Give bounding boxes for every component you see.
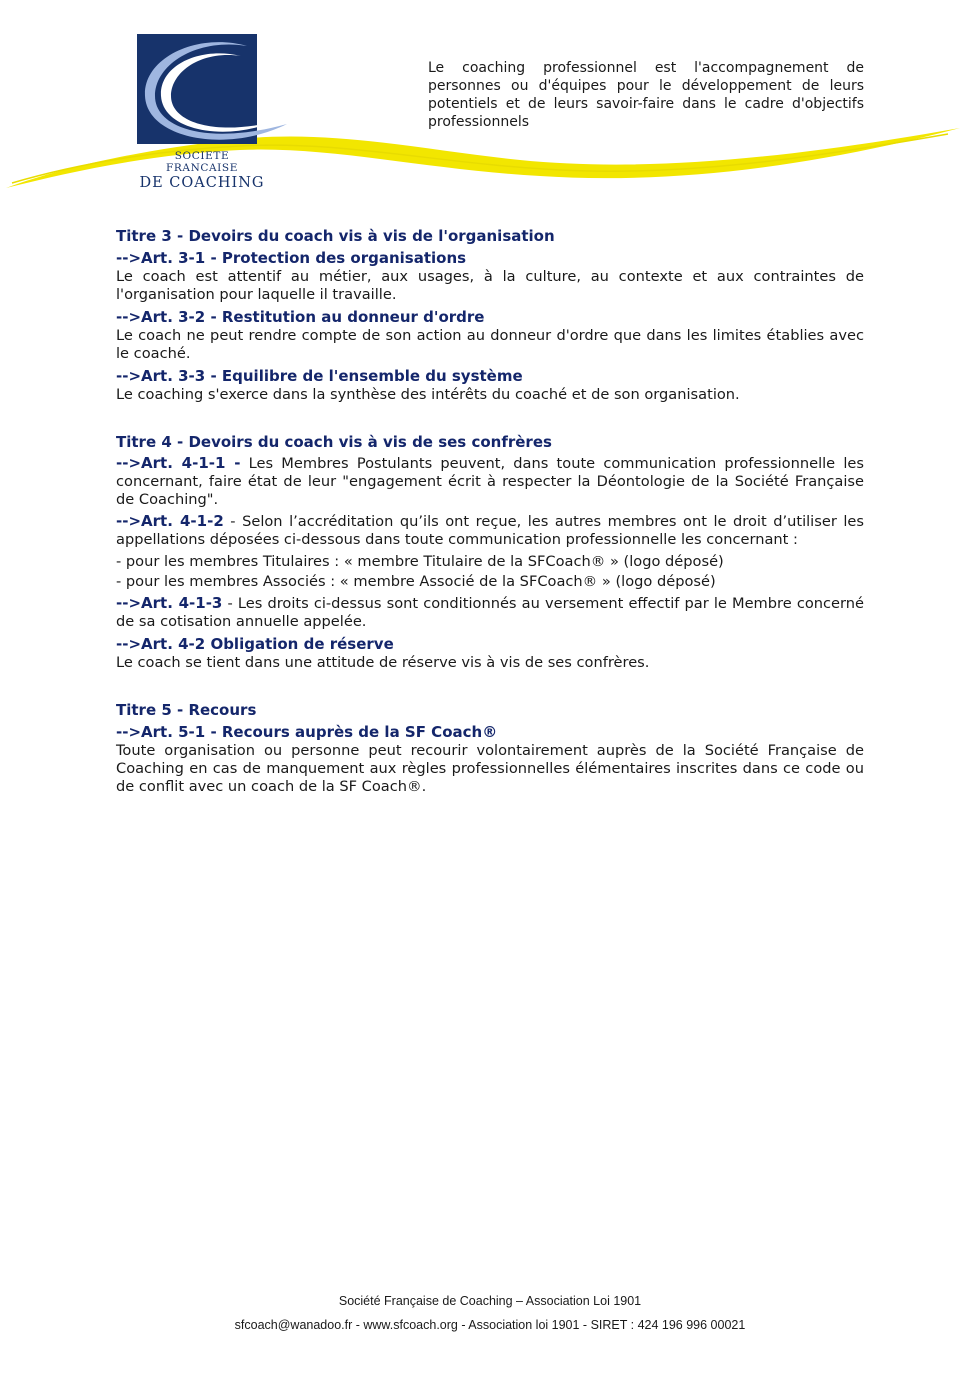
- article-heading-5-1: -->Art. 5-1 - Recours auprès de la SF Coach®: [116, 723, 498, 741]
- article-text-4-1-2: - Selon l’accréditation qu’ils ont reçue, les autres membres ont le droit d’utiliser les appellations déposées ci-dessous dans toute communication professionnelle les concernant :: [116, 513, 864, 548]
- article-text-3-2: Le coach ne peut rendre compte de son action au donneur d'ordre que dans les limites établies avec le coaché.: [116, 327, 864, 362]
- footer-contact: sfcoach@wanadoo.fr - www.sfcoach.org - Association loi 1901 - SIRET : 424 196 996 00021: [234, 1318, 746, 1332]
- article-heading-3-1: -->Art. 3-1 - Protection des organisations: [116, 249, 467, 267]
- list-item: - pour les membres Associés : « membre Associé de la SFCoach® » (logo déposé): [116, 573, 716, 590]
- section-titre-5: [116, 700, 864, 796]
- section-title: Titre 3 - Devoirs du coach vis à vis de l'organisation: [116, 227, 555, 245]
- article-lead-4-1-3: -->Art. 4-1-3: [116, 594, 223, 612]
- article-4-1-2: [116, 512, 864, 549]
- article-lead-4-1-2: -->Art. 4-1-2: [116, 512, 224, 530]
- section-titre-3: [116, 226, 864, 404]
- article-heading-4-2: -->Art. 4-2 Obligation de réserve: [116, 635, 394, 653]
- article-heading-3-3: -->Art. 3-3 - Equilibre de l'ensemble du système: [116, 367, 523, 385]
- footer-association: Société Française de Coaching – Association Loi 1901: [338, 1294, 642, 1308]
- article-text-4-1-1: Les Membres Postulants peuvent, dans toute communication professionnelle les concernant, faire état de leur "engagement écrit à respecter la Déontologie de la Société Française de Coaching".: [116, 455, 864, 508]
- section-title: Titre 5 - Recours: [116, 701, 257, 719]
- article-4-1-3: [116, 594, 864, 631]
- list-item: - pour les membres Titulaires : « membre Titulaire de la SFCoach® » (logo déposé): [116, 553, 724, 570]
- page-header: [0, 0, 980, 210]
- article-text-4-2: Le coach se tient dans une attitude de réserve vis à vis de ses confrères.: [116, 654, 650, 671]
- article-text-4-1-3: - Les droits ci-dessus sont conditionnés au versement effectif par le Membre concerné de sa cotisation annuelle appelée.: [116, 595, 864, 630]
- article-text-3-3: Le coaching s'exerce dans la synthèse des intérêts du coaché et de son organisation.: [116, 386, 740, 403]
- document-body: [116, 222, 864, 818]
- section-title: Titre 4 - Devoirs du coach vis à vis de ses confrères: [116, 433, 552, 451]
- header-tagline: Le coaching professionnel est l'accompagnement de personnes ou d'équipes pour le développement de leurs potentiels et de leurs savoir-faire dans le cadre d'objectifs professionnels: [428, 60, 864, 130]
- article-text-3-1: Le coach est attentif au métier, aux usages, à la culture, au contexte et aux contraintes de l'organisation pour laquelle il travaille.: [116, 268, 864, 303]
- article-text-5-1: Toute organisation ou personne peut recourir volontairement auprès de la Société Française de Coaching en cas de manquement aux règles professionnelles élémentaires inscrites dans ce code ou de conflit avec un coach de la SF Coach®.: [116, 742, 864, 795]
- article-4-1-1: [116, 454, 864, 509]
- logo-text: [137, 150, 267, 191]
- logo-line-2: DE COACHING: [139, 175, 265, 191]
- page-footer: [0, 1292, 980, 1334]
- article-lead-4-1-1: -->Art. 4-1-1 -: [116, 454, 241, 472]
- section-titre-4: [116, 432, 864, 672]
- logo-line-1: SOCIETE FRANCAISE: [166, 150, 238, 174]
- article-heading-3-2: -->Art. 3-2 - Restitution au donneur d'ordre: [116, 308, 485, 326]
